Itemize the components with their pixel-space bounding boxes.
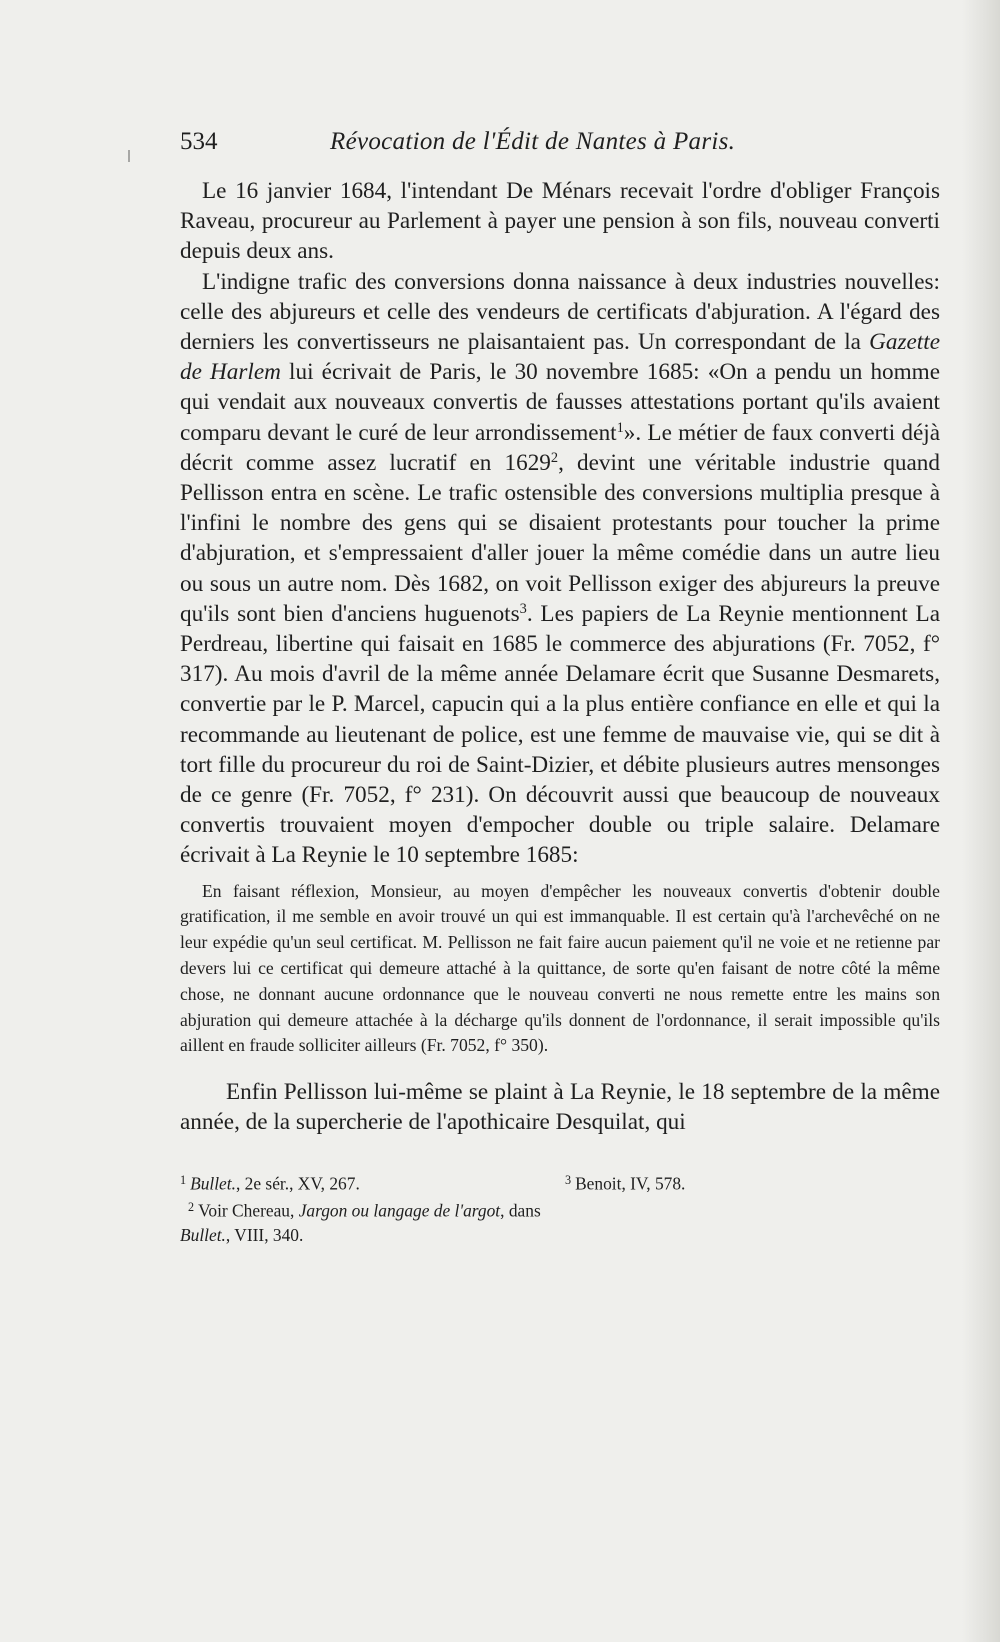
footnotes (180, 1168, 940, 1247)
paragraph-text: . Les papiers de La Reynie mentionnent La Perdreau, libertine qui faisait en 1685 le commerce des abjurations (Fr. 7052, f° 317). Au mois d'avril de la même année Delamare écrit que Susanne Desmarets, convertie par le P. Marcel, capucin qui a la plus entière confiance en elle et qui la recommande au lieutenant de police, est une femme de mauvaise vie, qui se dit à tort fille du procureur du roi de Saint-Dizier, et débite plusieurs autres mensonges de ce genre (Fr. 7052, f° 231). On découvrit aussi que beaucoup de nouveaux convertis trouvaient moyen d'empocher double ou triple salaire. Delamare écrivait à La Reynie le 10 septembre 1685: (180, 600, 940, 869)
book-page (180, 128, 940, 1247)
footnote-source: Jargon ou langage de l'argot (298, 1200, 501, 1221)
paragraph-text: Enfin Pellisson lui-même se plaint à La Reynie, le 18 septembre de la même année, de la supercherie de l'apothicaire Desquilat, qui (180, 1079, 940, 1136)
footnote-ref: 3 (519, 600, 527, 617)
footnote-text: Voir Chereau, (198, 1200, 299, 1221)
footnote-row (180, 1168, 940, 1195)
paragraph (180, 176, 940, 267)
footnote-row (180, 1195, 940, 1246)
paragraph-text: , devint une véritable industrie quand Pellisson entra en scène. Le trafic ostensible des conversions multiplia presque à l'infini le nombre des gens qui se disaient protestants pour toucher la prime d'abjuration, et s'empressaient d'aller jouer la même comédie dans un autre lieu ou sous un autre nom. Dès 1682, on voit Pellisson exiger des abjureurs la preuve qu'ils sont bien d'anciens huguenots (180, 449, 940, 627)
margin-mark (128, 150, 130, 162)
footnote-3 (555, 1168, 940, 1195)
closing-paragraph (180, 1077, 940, 1137)
footnote-2 (180, 1195, 560, 1246)
footnote-text: Benoit, IV, 578. (575, 1173, 686, 1194)
paragraph-text: Le 16 janvier 1684, l'intendant De Ménars recevait l'ordre d'obliger François Raveau, procureur au Parlement à payer une pension à son fils, nouveau converti depuis deux ans. (180, 178, 940, 265)
body-text (180, 176, 940, 871)
paragraph-text: lui écrivait de Paris, le 30 novembre 1685: «On a pendu un homme qui vendait aux nouveaux convertis de fausses attestations portant qu'ils avaient comparu devant le curé de leur arrondissement (180, 359, 941, 446)
block-quote (180, 879, 940, 1060)
paragraph-text: L'indigne trafic des conversions donna naissance à deux industries nouvelles: celle des abjureurs et celle des vendeurs de certificats d'abjuration. A l'égard des derniers les convertisseurs ne plaisantaient pas. Un correspondant de la (180, 268, 940, 356)
footnote-number: 3 (565, 1172, 572, 1187)
footnote-number: 2 (188, 1200, 195, 1215)
footnote-number: 1 (180, 1172, 187, 1187)
footnote-text: , VIII, 340. (225, 1224, 304, 1245)
paragraph (180, 267, 940, 871)
newspaper-title: Gazette de Harlem (180, 329, 940, 386)
page-number: 534 (180, 128, 218, 155)
running-head (180, 128, 940, 168)
footnote-source: Bullet. (190, 1173, 236, 1194)
running-title: Révocation de l'Édit de Nantes à Paris. (330, 128, 736, 155)
footnote-text: , 2e sér., XV, 267. (235, 1173, 360, 1194)
quote-text: En faisant réflexion, Monsieur, au moyen d'empêcher les nouveaux convertis d'obtenir double gratification, il me semble en avoir trouvé un qui est immanquable. Il est certain qu'à l'archevêché on ne leur expédie qu'un seul certificat. M. Pellisson ne fait faire aucun paiement qu'il ne voie et ne retienne par devers lui ce certificat qui demeure attaché à la quittance, de sorte qu'en faisant de notre côté la même chose, ne donnant aucune ordonnance que le nouveau converti ne nous remette entre les mains son abjuration qui demeure attachée à la décharge qu'ils donnent de l'ordonnance, il serait impossible qu'ils aillent en fraude solliciter ailleurs (Fr. 7052, f° 350). (180, 880, 940, 1056)
footnote-text: , dans (500, 1200, 541, 1221)
footnote-ref: 2 (550, 449, 559, 466)
paragraph-text: ». Le métier de faux converti déjà décrit comme assez lucratif en 1629 (180, 419, 940, 476)
page-edge-shadow (962, 0, 1000, 1642)
footnote-1 (180, 1168, 555, 1195)
footnote-source: Bullet. (180, 1224, 226, 1245)
footnote-ref: 1 (616, 419, 624, 436)
